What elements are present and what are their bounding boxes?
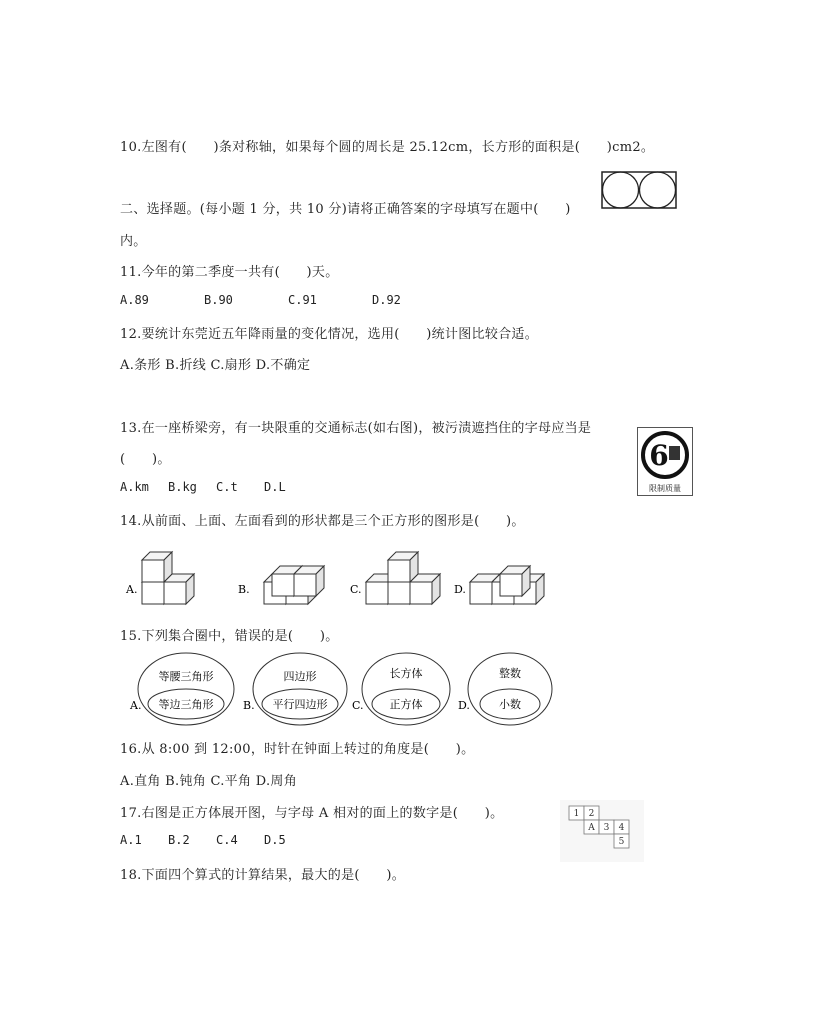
- set-d-inner-label: 小数: [499, 698, 521, 711]
- question-11: 11.今年的第二季度一共有( )天。: [120, 265, 339, 280]
- sign-circle-icon: [638, 430, 692, 480]
- option-d: D.5: [264, 833, 286, 847]
- set-label-a: A.: [130, 699, 142, 712]
- net-label-2: 2: [588, 809, 595, 819]
- set-b-outer-label: 四边形: [283, 670, 317, 683]
- question-10: 10.左图有( )条对称轴，如果每个圆的周长是 25.12cm，长方形的面积是( )cm2。: [120, 140, 655, 155]
- figure-label-c: C.: [350, 583, 362, 596]
- question-16-options: A.直角 B.钝角 C.平角 D.周角: [120, 774, 298, 789]
- question-18: 18.下面四个算式的计算结果，最大的是( )。: [120, 868, 406, 883]
- option-c: C.91: [288, 293, 317, 307]
- net-label-5: 5: [618, 837, 625, 847]
- sign-caption: 限制质量: [649, 484, 681, 493]
- cube-figure-a: [142, 552, 194, 604]
- option-c: C.t: [216, 480, 238, 494]
- option-d: D.L: [264, 480, 286, 494]
- set-label-d: D.: [458, 699, 470, 712]
- net-label-1: 1: [573, 809, 580, 819]
- left-circle: [603, 172, 639, 208]
- cube-figure-c: [366, 552, 440, 604]
- set-c-outer-label: 长方体: [389, 667, 423, 680]
- weight-limit-sign: [637, 427, 693, 496]
- stain-mark: [669, 446, 680, 460]
- set-b-inner-label: 平行四边形: [272, 698, 328, 711]
- sign-number: 6: [649, 439, 669, 472]
- two-circles-figure: [600, 170, 680, 210]
- section-2-heading: 二、选择题。(每小题 1 分，共 10 分)请将正确答案的字母填写在题中( ): [120, 202, 571, 217]
- set-d-outer-label: 整数: [499, 667, 521, 680]
- question-13-cont: ( )。: [120, 452, 171, 467]
- question-13-options: [120, 480, 286, 494]
- option-a: A.km: [120, 480, 149, 494]
- question-17-options: [120, 833, 286, 847]
- question-16: 16.从 8:00 到 12:00，时针在钟面上转过的角度是( )。: [120, 742, 475, 757]
- set-a-outer-label: 等腰三角形: [158, 670, 214, 683]
- option-b: B.90: [204, 293, 233, 307]
- figure-label-a: A.: [126, 583, 138, 596]
- option-a: A.89: [120, 293, 149, 307]
- question-17: 17.右图是正方体展开图，与字母 A 相对的面上的数字是( )。: [120, 806, 504, 821]
- set-c-inner-label: 正方体: [389, 698, 423, 711]
- option-c: C.4: [216, 833, 238, 847]
- net-label-3: 3: [603, 823, 610, 833]
- question-12-options: A.条形 B.折线 C.扇形 D.不确定: [120, 358, 311, 373]
- cube-figure-d: [470, 566, 544, 604]
- figure-label-b: B.: [238, 583, 250, 596]
- question-12: 12.要统计东莞近五年降雨量的变化情况，选用( )统计图比较合适。: [120, 327, 539, 342]
- section-2-heading-cont: 内。: [120, 234, 147, 249]
- option-b: B.2: [168, 833, 190, 847]
- question-13: 13.在一座桥梁旁，有一块限重的交通标志(如右图)，被污渍遮挡住的字母应当是: [120, 421, 592, 436]
- set-label-c: C.: [352, 699, 364, 712]
- question-15: 15.下列集合圈中，错误的是( )。: [120, 629, 339, 644]
- option-b: B.kg: [168, 480, 197, 494]
- set-label-b: B.: [243, 699, 255, 712]
- question-14: 14.从前面、上面、左面看到的形状都是三个正方形的图形是( )。: [120, 514, 525, 529]
- option-a: A.1: [120, 833, 142, 847]
- cube-figure-b: [264, 566, 324, 604]
- question-11-options: [120, 293, 401, 307]
- option-d: D.92: [372, 293, 401, 307]
- figure-label-d: D.: [454, 583, 466, 596]
- net-label-4: 4: [618, 823, 625, 833]
- cube-net-figure: [560, 800, 644, 862]
- set-diagrams: [120, 652, 560, 728]
- right-circle: [640, 172, 676, 208]
- net-label-a: A: [588, 823, 595, 833]
- set-a-inner-label: 等边三角形: [158, 698, 214, 711]
- cube-figures: [120, 538, 560, 610]
